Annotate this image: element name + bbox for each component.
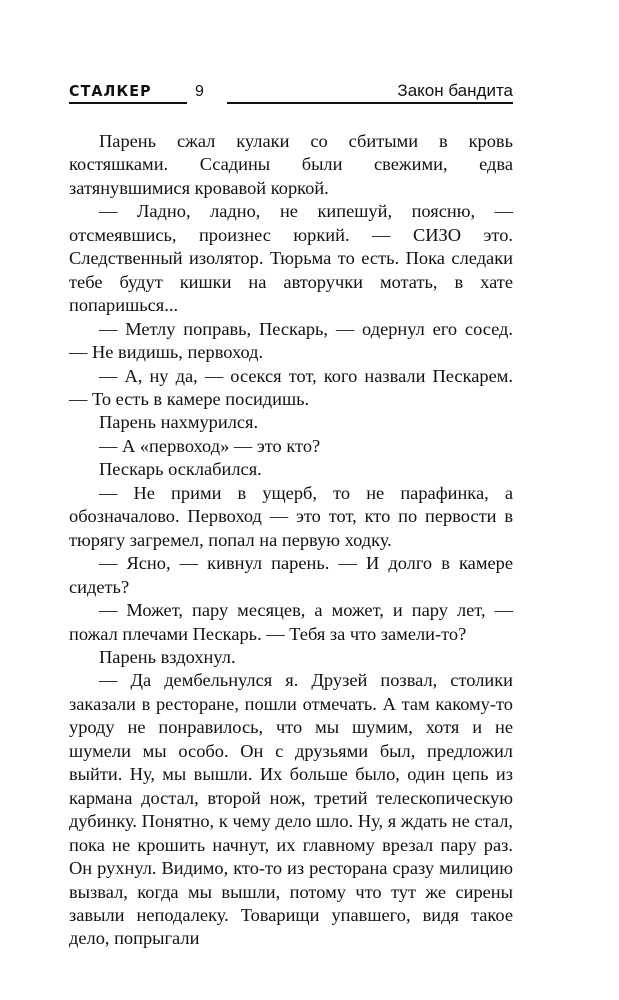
running-header	[69, 82, 513, 108]
header-rule-left	[69, 102, 187, 104]
body-text	[69, 130, 513, 951]
paragraph: — Может, пару месяцев, а может, и пару лет, — пожал плечами Пескарь. — Тебя за что замели-то?	[69, 600, 513, 644]
paragraph: Парень сжал кулаки со сбитыми в кровь костяшками. Ссадины были свежими, едва затянувшимися кровавой коркой.	[69, 131, 513, 198]
paragraph: Парень вздохнул.	[99, 646, 236, 667]
series-name: СТАЛКЕР	[69, 82, 152, 100]
paragraph: — Да дембельнулся я. Друзей позвал, столики заказали в ресторане, пошли отмечать. А там какому-то уроду не понравилось, что мы шумим, хотя и не шумели мы особо. Он с друзьями был, предложил выйти. Ну, мы вышли. Их больше было, один цепь из кармана достал, второй нож, третий телескопическую дубинку. Понятно, к чему дело шло. Ну, я ждать не стал, пока не крошить начнут, их главному врезал пару раз. Он рухнул. Видимо, кто-то из ресторана сразу милицию вызвал, когда мы вышли, потому что тут же сирены завыли неподалеку. Товарищи упавшего, видя такое дело, попрыгали	[69, 670, 513, 949]
header-rule-right	[227, 102, 513, 104]
paragraph: — Не прими в ущерб, то не парафинка, а обозначалово. Первоход — это тот, кто по первости в тюрягу загремел, попал на первую ходку.	[69, 482, 513, 550]
paragraph: — Метлу поправь, Пескарь, — одернул его сосед. — Не видишь, первоход.	[69, 318, 513, 363]
paragraph: — А, ну да, — осекся тот, кого назвали Пескарем. — То есть в камере посидишь.	[69, 365, 513, 409]
book-title: Закон бандита	[397, 81, 513, 100]
paragraph: Парень нахмурился.	[99, 412, 259, 433]
paragraph: Пескарь осклабился.	[99, 459, 262, 480]
paragraph: — А «первоход» — это кто?	[99, 435, 321, 456]
paragraph: — Ясно, — кивнул парень. — И долго в камере сидеть?	[69, 553, 513, 597]
paragraph: — Ладно, ладно, не кипешуй, поясню, — отсмеявшись, произнес юркий. — СИЗО это. Следственный изолятор. Тюрьма то есть. Пока следаки тебе будут кишки на авторучки мотать, в хате попаришься...	[69, 201, 513, 316]
page-number: 9	[195, 83, 204, 100]
